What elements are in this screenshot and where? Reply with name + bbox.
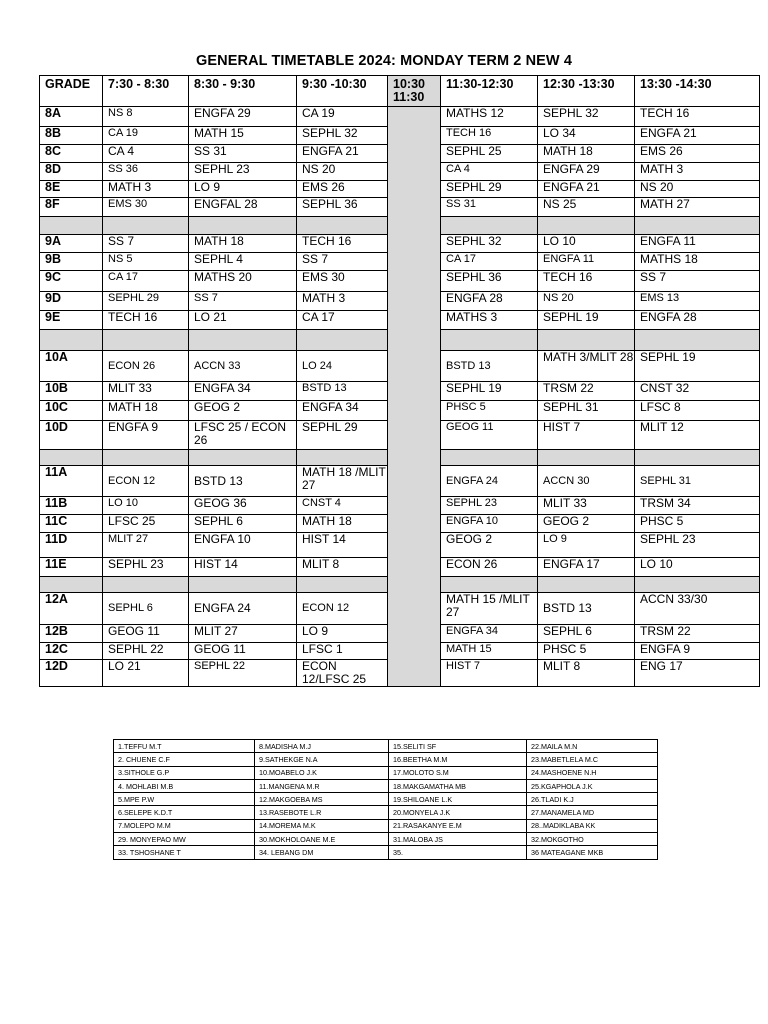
period-header: 12:30 -13:30 [538,76,635,107]
staff-cell: 14.MOREMA M.K [255,819,389,832]
staff-cell: 35. [389,846,527,859]
staff-row [114,779,658,792]
lesson-cell: LO 21 [103,660,189,687]
staff-cell: 31.MALOBA JS [389,833,527,846]
separator-cell [40,450,103,466]
staff-cell: 25.KGAPHOLA J.K [527,779,658,792]
grade-cell: 10C [40,401,103,421]
lesson-cell: MLIT 12 [635,421,760,450]
lesson-cell: ACCN 33/30 [635,593,760,625]
page-title: GENERAL TIMETABLE 2024: MONDAY TERM 2 NEW 4 [196,53,572,69]
staff-cell: 18.MAKGAMATHA MB [389,779,527,792]
lesson-cell: CA 17 [297,311,388,330]
lesson-cell: CA 4 [103,145,189,163]
period-header: 9:30 -10:30 [297,76,388,107]
lesson-cell: MATH 3 [635,163,760,181]
separator-cell [441,330,538,351]
lesson-cell: ENGFA 34 [297,401,388,421]
grade-cell: 10D [40,421,103,450]
lesson-cell: SEPHL 6 [189,515,297,533]
lesson-cell: ENGFAL 28 [189,198,297,217]
separator-cell [103,217,189,235]
lesson-cell: ECON 12/LFSC 25 [297,660,388,687]
staff-list [113,739,658,860]
staff-cell: 22.MAILA M.N [527,740,658,753]
grade-cell: 9E [40,311,103,330]
staff-cell: 24.MASHOENE N.H [527,766,658,779]
lesson-cell: MATH 15 [441,643,538,660]
lesson-cell: MATH 18 [189,235,297,253]
staff-cell: 19.SHILOANE L.K [389,793,527,806]
staff-cell: 4. MOHLABI M.B [114,779,255,792]
lesson-cell: GEOG 11 [103,625,189,643]
lesson-cell: TRSM 22 [538,382,635,401]
staff-cell: 12.MAKGOEBA MS [255,793,389,806]
lesson-cell: HIST 7 [538,421,635,450]
staff-cell: 32.MOKGOTHO [527,833,658,846]
period-header: 11:30-12:30 [441,76,538,107]
separator-cell [441,217,538,235]
lesson-cell: BSTD 13 [297,382,388,401]
lesson-cell: SEPHL 29 [297,421,388,450]
staff-cell: 36 MATEAGANE MKB [527,846,658,859]
staff-cell: 5.MPE P.W [114,793,255,806]
lesson-cell: SEPHL 19 [635,351,760,382]
header-row [40,76,760,107]
grade-cell: 12C [40,643,103,660]
break-column [388,107,441,687]
grade-cell: 11C [40,515,103,533]
lesson-cell: ENGFA 9 [103,421,189,450]
separator-cell [189,450,297,466]
lesson-cell: ECON 26 [103,351,189,382]
lesson-cell: MATH 3 [297,292,388,311]
lesson-cell: SEPHL 4 [189,253,297,271]
grade-cell: 12D [40,660,103,687]
separator-cell [189,330,297,351]
lesson-cell: TECH 16 [441,127,538,145]
lesson-cell: SEPHL 23 [103,558,189,577]
lesson-cell: MATHS 3 [441,311,538,330]
lesson-cell: SEPHL 29 [103,292,189,311]
staff-cell: 1.TEFFU M.T [114,740,255,753]
lesson-cell: SEPHL 32 [441,235,538,253]
staff-row [114,833,658,846]
lesson-cell: ENGFA 10 [189,533,297,558]
separator-cell [40,577,103,593]
lesson-cell: SEPHL 29 [441,181,538,198]
lesson-cell: BSTD 13 [538,593,635,625]
lesson-cell: ENGFA 17 [538,558,635,577]
staff-cell: 9.SATHEKGE N.A [255,753,389,766]
lesson-cell: ECON 12 [103,466,189,497]
lesson-cell: ENGFA 34 [189,382,297,401]
lesson-cell: ENG 17 [635,660,760,687]
lesson-cell: EMS 13 [635,292,760,311]
staff-cell: 8.MADISHA M.J [255,740,389,753]
lesson-cell: CA 17 [103,271,189,292]
lesson-cell: LFSC 25 [103,515,189,533]
grade-cell: 12B [40,625,103,643]
lesson-cell: SS 7 [103,235,189,253]
grade-cell: 11B [40,497,103,515]
lesson-cell: ENGFA 24 [189,593,297,625]
lesson-cell: CNST 32 [635,382,760,401]
lesson-cell: ENGFA 21 [297,145,388,163]
lesson-cell: MATH 18 [297,515,388,533]
lesson-cell: NS 5 [103,253,189,271]
lesson-cell: ENGFA 9 [635,643,760,660]
grade-header: GRADE [40,76,103,107]
separator-cell [635,217,760,235]
staff-cell: 13.RASEBOTE L.R [255,806,389,819]
separator-cell [40,217,103,235]
lesson-cell: BSTD 13 [441,351,538,382]
lesson-cell: ECON 26 [441,558,538,577]
separator-cell [297,217,388,235]
lesson-cell: HIST 14 [297,533,388,558]
lesson-cell: SEPHL 22 [189,660,297,687]
separator-cell [297,450,388,466]
lesson-cell: TRSM 34 [635,497,760,515]
lesson-cell: LO 9 [297,625,388,643]
lesson-cell: SEPHL 23 [189,163,297,181]
lesson-cell: MATHS 20 [189,271,297,292]
staff-row [114,819,658,832]
staff-row [114,740,658,753]
lesson-cell: CA 17 [441,253,538,271]
staff-cell: 10.MOABELO J.K [255,766,389,779]
separator-cell [103,330,189,351]
lesson-cell: SS 7 [189,292,297,311]
lesson-cell: NS 8 [103,107,189,127]
staff-cell: 7.MOLEPO M.M [114,819,255,832]
lesson-cell: MLIT 8 [538,660,635,687]
lesson-cell: TECH 16 [103,311,189,330]
lesson-cell: SEPHL 25 [441,145,538,163]
grade-cell: 11D [40,533,103,558]
lesson-cell: ENGFA 21 [538,181,635,198]
lesson-cell: MATH 15 [189,127,297,145]
separator-cell [538,450,635,466]
lesson-cell: MATH 27 [635,198,760,217]
lesson-cell: NS 20 [635,181,760,198]
separator-cell [441,577,538,593]
separator-cell [441,450,538,466]
table-row [40,107,760,127]
lesson-cell: EMS 26 [297,181,388,198]
staff-cell: 6.SELEPE K.D.T [114,806,255,819]
staff-cell: 30.MOKHOLOANE M.E [255,833,389,846]
lesson-cell: ENGFA 34 [441,625,538,643]
lesson-cell: SEPHL 32 [297,127,388,145]
period-header: 10:30 11:30 [388,76,441,107]
grade-cell: 8D [40,163,103,181]
separator-cell [297,577,388,593]
lesson-cell: EMS 30 [103,198,189,217]
staff-cell: 16.BEETHA M.M [389,753,527,766]
grade-cell: 11E [40,558,103,577]
lesson-cell: LO 21 [189,311,297,330]
staff-cell: 23.MABETLELA M.C [527,753,658,766]
lesson-cell: BSTD 13 [189,466,297,497]
staff-cell: 21.RASAKANYE E.M [389,819,527,832]
separator-cell [635,577,760,593]
period-header: 13:30 -14:30 [635,76,760,107]
lesson-cell: MLIT 27 [103,533,189,558]
lesson-cell: SS 31 [441,198,538,217]
grade-cell: 8B [40,127,103,145]
separator-cell [538,577,635,593]
lesson-cell: HIST 7 [441,660,538,687]
lesson-cell: CNST 4 [297,497,388,515]
lesson-cell: NS 25 [538,198,635,217]
staff-cell: 20.MONYELA J.K [389,806,527,819]
lesson-cell: ACCN 30 [538,466,635,497]
lesson-cell: ENGFA 10 [441,515,538,533]
lesson-cell: LO 10 [538,235,635,253]
grade-cell: 8C [40,145,103,163]
separator-cell [103,450,189,466]
lesson-cell: EMS 30 [297,271,388,292]
staff-cell: 29. MONYEPAO MW [114,833,255,846]
lesson-cell: ENGFA 11 [538,253,635,271]
staff-cell: 27.MANAMELA MD [527,806,658,819]
lesson-cell: ECON 12 [297,593,388,625]
lesson-cell: TECH 16 [635,107,760,127]
lesson-cell: ENGFA 29 [538,163,635,181]
lesson-cell: ENGFA 24 [441,466,538,497]
staff-cell: 17.MOLOTO S.M [389,766,527,779]
grade-cell: 9B [40,253,103,271]
lesson-cell: PHSC 5 [635,515,760,533]
lesson-cell: CA 19 [297,107,388,127]
staff-cell: 15.SELITI SF [389,740,527,753]
period-header: 7:30 - 8:30 [103,76,189,107]
separator-cell [189,217,297,235]
staff-cell: 11.MANGENA M.R [255,779,389,792]
grade-cell: 8A [40,107,103,127]
lesson-cell: PHSC 5 [538,643,635,660]
lesson-cell: ENGFA 11 [635,235,760,253]
lesson-cell: HIST 14 [189,558,297,577]
lesson-cell: SEPHL 23 [635,533,760,558]
lesson-cell: GEOG 2 [189,401,297,421]
lesson-cell: GEOG 36 [189,497,297,515]
grade-cell: 9D [40,292,103,311]
staff-cell: 26.TLADI K.J [527,793,658,806]
lesson-cell: MATH 18 [103,401,189,421]
lesson-cell: LO 10 [635,558,760,577]
grade-cell: 9A [40,235,103,253]
lesson-cell: SEPHL 19 [538,311,635,330]
timetable [39,75,760,687]
lesson-cell: ENGFA 29 [189,107,297,127]
staff-row [114,766,658,779]
lesson-cell: LO 9 [189,181,297,198]
lesson-cell: SEPHL 31 [538,401,635,421]
separator-cell [297,330,388,351]
lesson-cell: ENGFA 28 [635,311,760,330]
staff-cell: 2. CHUENE C.F [114,753,255,766]
lesson-cell: MATH 18 [538,145,635,163]
lesson-cell: SEPHL 36 [441,271,538,292]
lesson-cell: GEOG 2 [441,533,538,558]
lesson-cell: SEPHL 6 [538,625,635,643]
separator-cell [635,330,760,351]
separator-cell [40,330,103,351]
grade-cell: 9C [40,271,103,292]
lesson-cell: SEPHL 23 [441,497,538,515]
staff-row [114,806,658,819]
lesson-cell: MATH 3/MLIT 28 [538,351,635,382]
lesson-cell: NS 20 [538,292,635,311]
lesson-cell: CA 19 [103,127,189,145]
grade-cell: 11A [40,466,103,497]
lesson-cell: SS 36 [103,163,189,181]
staff-cell: 28..MADIKLABA KK [527,819,658,832]
period-header: 8:30 - 9:30 [189,76,297,107]
lesson-cell: LFSC 8 [635,401,760,421]
grade-cell: 8E [40,181,103,198]
lesson-cell: ENGFA 28 [441,292,538,311]
separator-cell [189,577,297,593]
separator-cell [103,577,189,593]
lesson-cell: LO 24 [297,351,388,382]
grade-cell: 10B [40,382,103,401]
staff-cell: 3.SITHOLE G.P [114,766,255,779]
separator-cell [635,450,760,466]
lesson-cell: NS 20 [297,163,388,181]
lesson-cell: MATHS 18 [635,253,760,271]
lesson-cell: SS 7 [297,253,388,271]
lesson-cell: EMS 26 [635,145,760,163]
grade-cell: 10A [40,351,103,382]
lesson-cell: LO 10 [103,497,189,515]
lesson-cell: LFSC 25 / ECON 26 [189,421,297,450]
lesson-cell: SEPHL 32 [538,107,635,127]
lesson-cell: TECH 16 [297,235,388,253]
lesson-cell: MATH 3 [103,181,189,198]
lesson-cell: PHSC 5 [441,401,538,421]
staff-cell: 33. TSHOSHANE T [114,846,255,859]
staff-row [114,753,658,766]
lesson-cell: SEPHL 6 [103,593,189,625]
lesson-cell: MLIT 33 [538,497,635,515]
lesson-cell: ENGFA 21 [635,127,760,145]
grade-cell: 12A [40,593,103,625]
lesson-cell: SS 7 [635,271,760,292]
lesson-cell: CA 4 [441,163,538,181]
lesson-cell: ACCN 33 [189,351,297,382]
lesson-cell: SEPHL 19 [441,382,538,401]
lesson-cell: MLIT 27 [189,625,297,643]
separator-cell [538,330,635,351]
staff-cell: 34. LEBANG DM [255,846,389,859]
grade-cell: 8F [40,198,103,217]
lesson-cell: SEPHL 31 [635,466,760,497]
lesson-cell: GEOG 2 [538,515,635,533]
lesson-cell: GEOG 11 [189,643,297,660]
lesson-cell: LO 9 [538,533,635,558]
lesson-cell: GEOG 11 [441,421,538,450]
lesson-cell: MATH 15 /MLIT 27 [441,593,538,625]
lesson-cell: LO 34 [538,127,635,145]
lesson-cell: TECH 16 [538,271,635,292]
lesson-cell: MLIT 8 [297,558,388,577]
lesson-cell: SEPHL 36 [297,198,388,217]
separator-cell [538,217,635,235]
lesson-cell: LFSC 1 [297,643,388,660]
lesson-cell: TRSM 22 [635,625,760,643]
lesson-cell: SS 31 [189,145,297,163]
staff-row [114,846,658,859]
lesson-cell: MATHS 12 [441,107,538,127]
lesson-cell: SEPHL 22 [103,643,189,660]
lesson-cell: MLIT 33 [103,382,189,401]
lesson-cell: MATH 18 /MLIT 27 [297,466,388,497]
staff-row [114,793,658,806]
